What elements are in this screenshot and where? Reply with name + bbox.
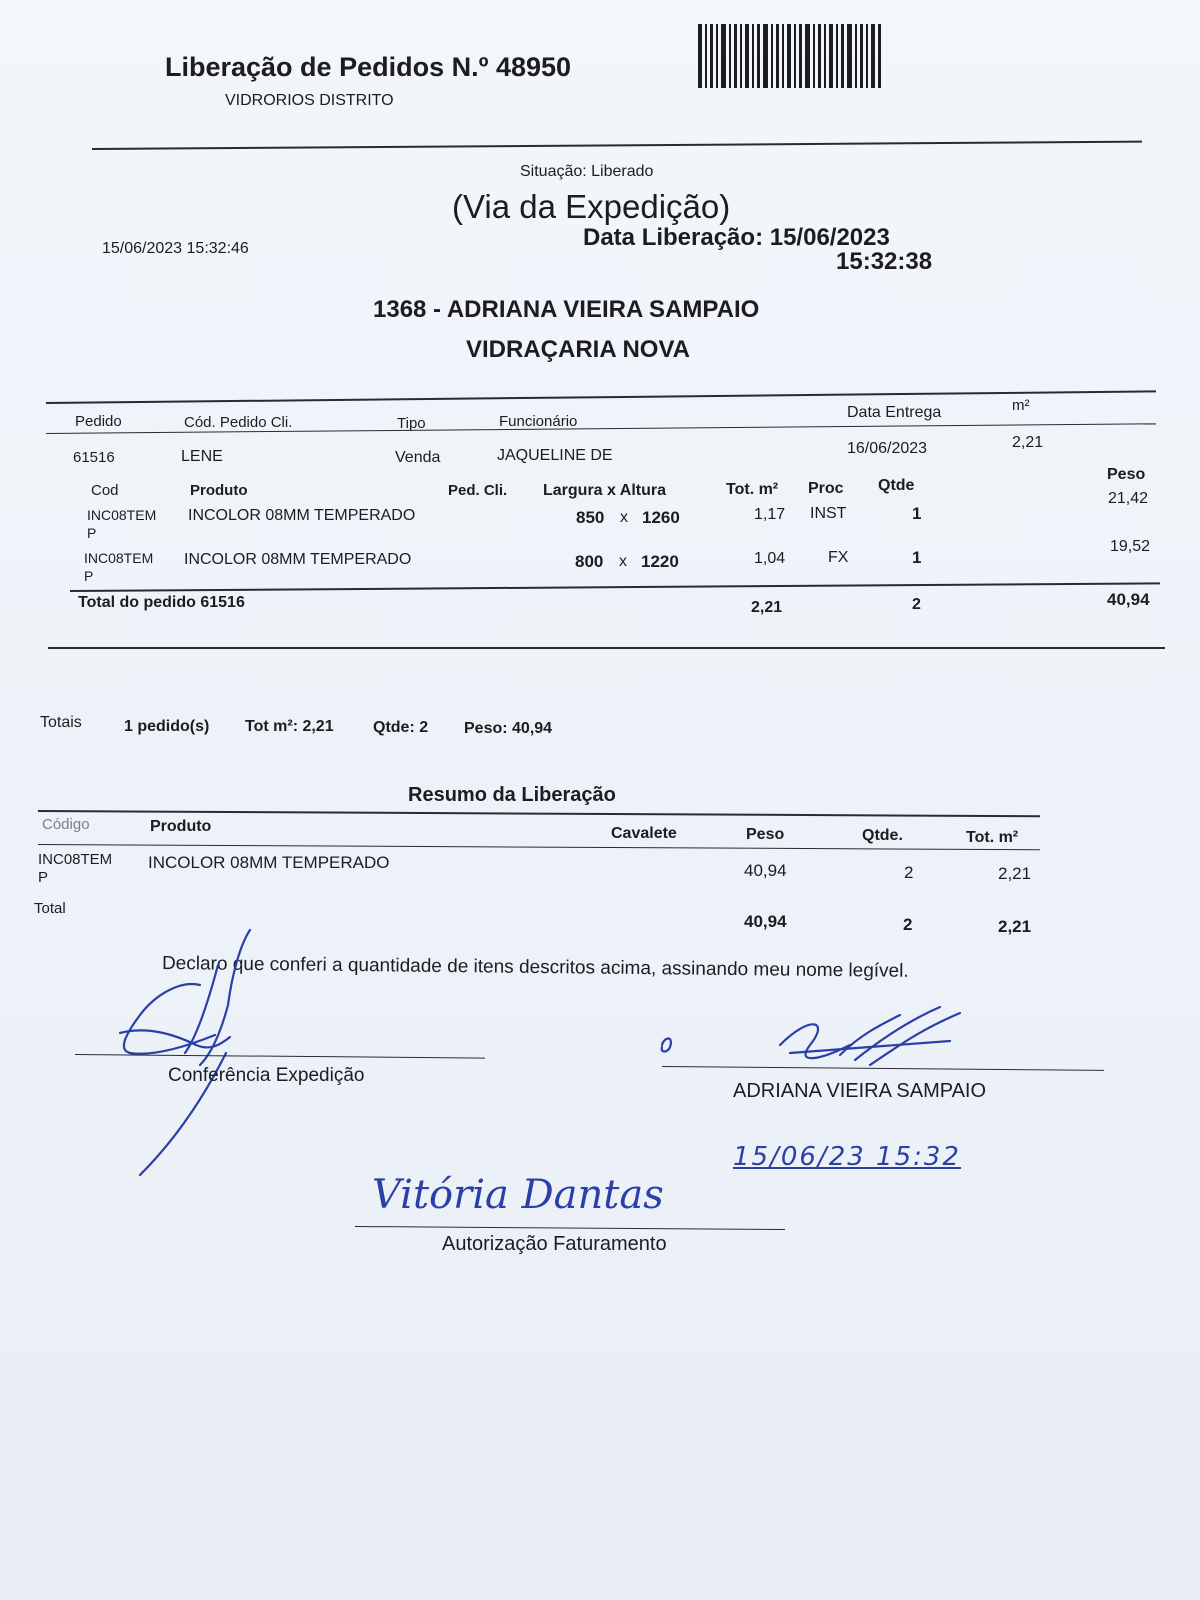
- item-1-peso: 21,42: [1108, 490, 1149, 507]
- item-1-tot-m2: 1,17: [754, 506, 786, 523]
- summary-col-peso: Peso: [746, 826, 785, 843]
- summary-total-peso: 40,94: [744, 912, 787, 931]
- document-title: Liberação de Pedidos N.º 48950: [165, 52, 572, 82]
- summary-row-qtde: 2: [904, 863, 914, 882]
- totals-peso: Peso: 40,94: [464, 720, 553, 737]
- order-cod-pedido-cli: LENE: [181, 448, 223, 465]
- item-2-x: x: [619, 553, 627, 570]
- totals-label: Totais: [40, 714, 82, 731]
- item-1-cod: INC08TEM: [87, 507, 157, 523]
- item-1-altura: 1260: [642, 508, 680, 527]
- data-liberacao-time: 15:32:38: [836, 248, 933, 275]
- col-data-entrega: Data Entrega: [847, 404, 942, 421]
- declaration-text: Declaro que conferi a quantidade de itens descritos acima, assinando meu nome legível.: [161, 953, 909, 982]
- handwritten-authorizer-name: Vitória Dantas: [372, 1172, 664, 1218]
- summary-row-produto: INCOLOR 08MM TEMPERADO: [148, 853, 390, 872]
- client-code-name: 1368 - ADRIANA VIEIRA SAMPAIO: [373, 296, 760, 323]
- item-2-tot-m2: 1,04: [754, 550, 786, 567]
- order-section-bottom-line: [48, 647, 1165, 649]
- item-col-tot-m2: Tot. m²: [726, 481, 779, 498]
- handwritten-date: 15/06/23 15:32: [733, 1142, 961, 1172]
- order-m2: 2,21: [1012, 434, 1044, 451]
- summary-col-produto: Produto: [150, 818, 212, 835]
- client-name: ADRIANA VIEIRA SAMPAIO: [733, 1080, 987, 1102]
- summary-col-cavalete: Cavalete: [611, 825, 677, 842]
- order-tipo: Venda: [395, 449, 441, 466]
- summary-col-tot-m2: Tot. m²: [966, 829, 1019, 846]
- item-2-altura: 1220: [641, 552, 679, 571]
- col-funcionario: Funcionário: [499, 413, 578, 430]
- summary-total-tot-m2: 2,21: [998, 917, 1032, 936]
- item-1-x: x: [620, 509, 628, 526]
- item-2-peso: 19,52: [1110, 538, 1151, 555]
- order-total-line: [70, 582, 1160, 592]
- item-col-ped-cli: Ped. Cli.: [448, 482, 508, 499]
- summary-total-qtde: 2: [903, 915, 913, 934]
- order-pedido: 61516: [73, 449, 115, 466]
- header-divider: [92, 141, 1142, 150]
- summary-top-line: [38, 810, 1040, 817]
- autorizacao-label: Autorização Faturamento: [442, 1233, 667, 1255]
- via-label: (Via da Expedição): [452, 188, 731, 225]
- print-timestamp: 15/06/2023 15:32:46: [102, 240, 249, 257]
- summary-col-codigo: Código: [42, 816, 90, 833]
- item-2-produto: INCOLOR 08MM TEMPERADO: [184, 551, 412, 568]
- item-col-peso: Peso: [1107, 466, 1146, 483]
- client-company: VIDRAÇARIA NOVA: [466, 336, 691, 363]
- item-1-qtde: 1: [912, 504, 922, 523]
- summary-row-codigo: INC08TEM: [38, 851, 113, 868]
- item-2-cod: INC08TEM: [84, 550, 154, 566]
- col-pedido: Pedido: [75, 413, 122, 430]
- item-col-qtde: Qtde: [878, 477, 915, 494]
- col-m2: m²: [1012, 397, 1030, 414]
- order-table-top-line: [46, 390, 1156, 404]
- summary-title: Resumo da Liberação: [408, 784, 616, 806]
- summary-total-label: Total: [34, 900, 66, 917]
- item-1-proc: INST: [810, 505, 847, 522]
- col-cod-pedido-cli: Cód. Pedido Cli.: [184, 414, 293, 431]
- summary-row-peso: 40,94: [744, 861, 787, 880]
- col-tipo: Tipo: [397, 415, 426, 432]
- order-total-m2: 2,21: [751, 599, 783, 616]
- item-2-qtde: 1: [912, 548, 922, 567]
- order-data-entrega: 16/06/2023: [847, 440, 928, 457]
- item-1-cod-wrap: P: [87, 525, 97, 541]
- order-funcionario: JAQUELINE DE: [497, 447, 613, 464]
- item-col-largura-altura: Largura x Altura: [543, 482, 666, 499]
- item-col-cod: Cod: [91, 482, 119, 499]
- order-total-qtde: 2: [912, 596, 921, 613]
- item-1-largura: 850: [576, 508, 605, 527]
- order-total-peso: 40,94: [1107, 590, 1150, 609]
- totals-tot-m2: Tot m²: 2,21: [245, 718, 334, 735]
- status-situacao: Situação: Liberado: [520, 163, 654, 180]
- barcode-icon: [698, 24, 886, 90]
- autorizacao-signature-line: [355, 1226, 785, 1230]
- conferencia-label: Conferência Expedição: [168, 1065, 365, 1086]
- item-1-produto: INCOLOR 08MM TEMPERADO: [188, 507, 416, 524]
- summary-row-codigo-wrap: P: [38, 869, 49, 886]
- company-name: VIDRORIOS DISTRITO: [225, 92, 394, 109]
- summary-row-tot-m2: 2,21: [998, 864, 1032, 883]
- totals-qtde: Qtde: 2: [373, 719, 429, 736]
- item-col-produto: Produto: [190, 482, 248, 499]
- summary-col-qtde: Qtde.: [862, 827, 903, 844]
- data-liberacao: Data Liberação: 15/06/2023: [583, 224, 890, 251]
- item-2-largura: 800: [575, 552, 604, 571]
- item-2-cod-wrap: P: [84, 568, 94, 584]
- order-total-label: Total do pedido 61516: [78, 594, 245, 611]
- totals-pedidos: 1 pedido(s): [124, 718, 210, 735]
- item-col-proc: Proc: [808, 480, 844, 497]
- item-2-proc: FX: [828, 549, 849, 566]
